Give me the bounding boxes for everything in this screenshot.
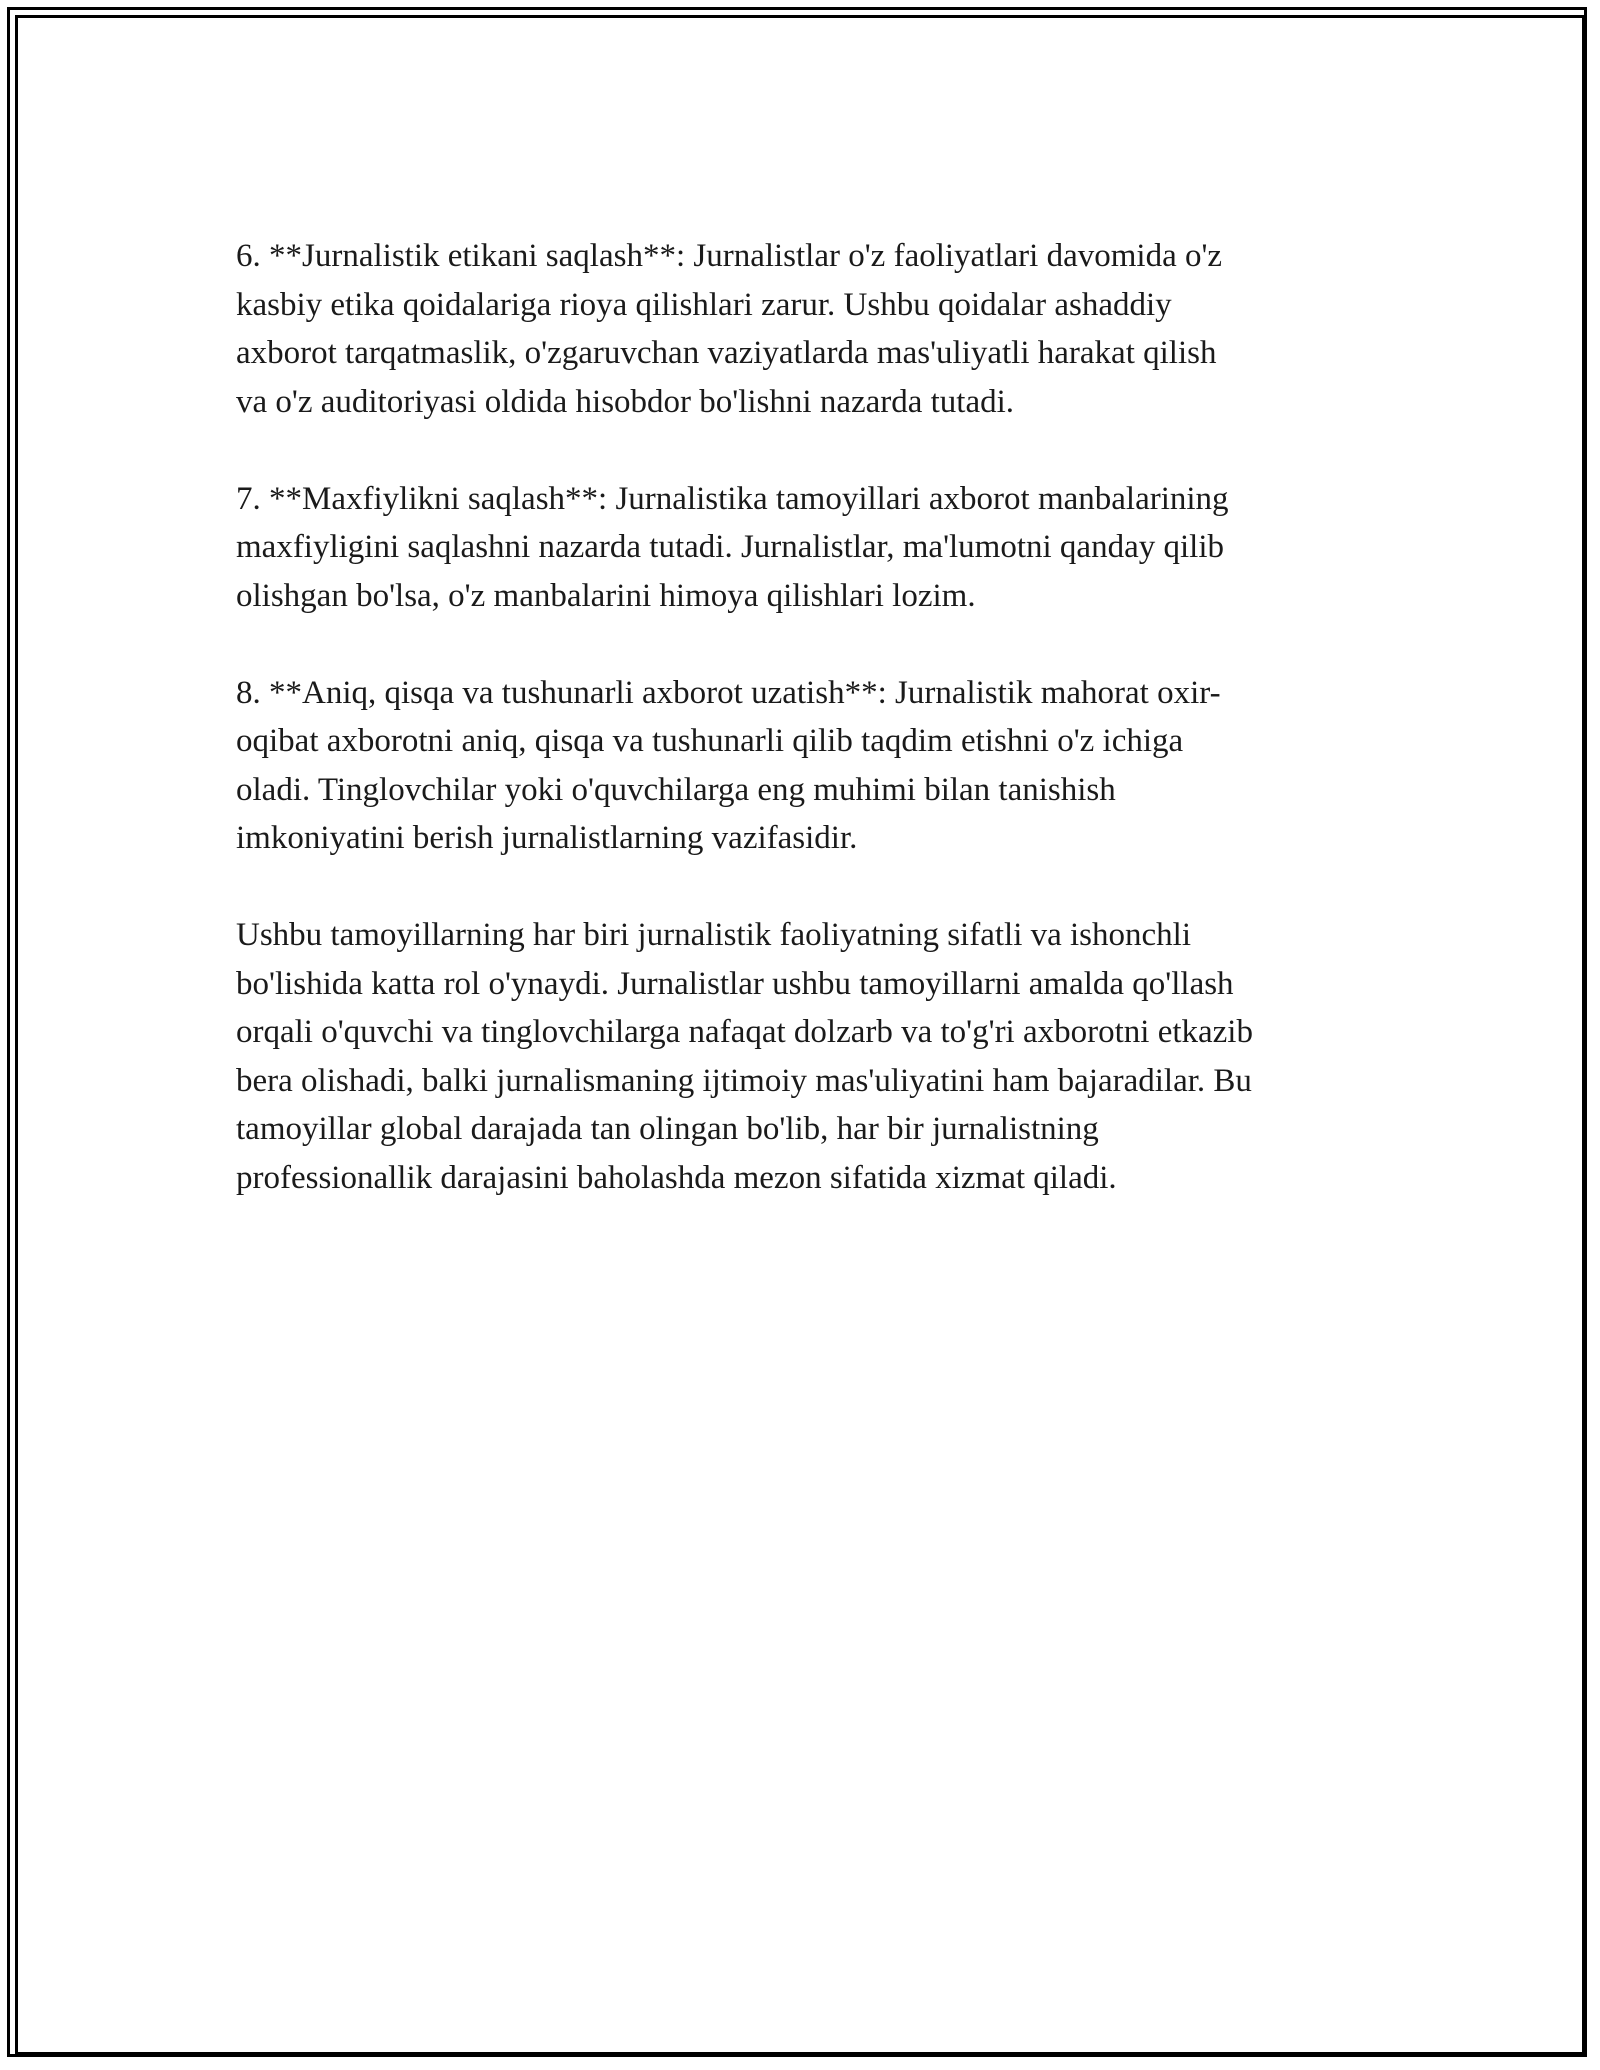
paragraph-conclusion bbox=[236, 911, 1366, 1202]
paragraph-item-7 bbox=[236, 475, 1366, 621]
text-line: 7. **Maxfiylikni saqlash**: Jurnalistika tamoyillari axborot manbalarining bbox=[236, 480, 1229, 517]
text-line: professionallik darajasini baholashda mezon sifatida xizmat qiladi. bbox=[236, 1159, 1117, 1196]
text-line: va o'z auditoriyasi oldida hisobdor bo'lishni nazarda tutadi. bbox=[236, 383, 1015, 420]
text-line: oladi. Tinglovchilar yoki o'quvchilarga eng muhimi bilan tanishish bbox=[236, 771, 1116, 808]
paragraph-item-6 bbox=[236, 232, 1366, 426]
text-line: maxfiyligini saqlashni nazarda tutadi. Jurnalistlar, ma'lumotni qanday qilib bbox=[236, 529, 1224, 565]
paragraph-item-8 bbox=[236, 669, 1366, 863]
document-body bbox=[236, 232, 1366, 1251]
text-line: Ushbu tamoyillarning har biri jurnalistik faoliyatning sifatli va ishonchli bbox=[236, 917, 1192, 953]
text-line: kasbiy etika qoidalariga rioya qilishlari zarur. Ushbu qoidalar ashaddiy bbox=[236, 286, 1172, 323]
text-line: bo'lishida katta rol o'ynaydi. Jurnalistlar ushbu tamoyillarni amalda qo'llash bbox=[236, 965, 1234, 1002]
text-line: tamoyillar global darajada tan olingan bo'lib, har bir jurnalistning bbox=[236, 1111, 1099, 1147]
text-line: imkoniyatini berish jurnalistlarning vazifasidir. bbox=[236, 820, 858, 856]
text-line: bera olishadi, balki jurnalismaning ijtimoiy mas'uliyatini ham bajaradilar. Bu bbox=[236, 1062, 1252, 1099]
text-line: olishgan bo'lsa, o'z manbalarini himoya qilishlari lozim. bbox=[236, 577, 976, 614]
text-line: axborot tarqatmaslik, o'zgaruvchan vaziyatlarda mas'uliyatli harakat qilish bbox=[236, 335, 1217, 371]
text-line: 6. **Jurnalistik etikani saqlash**: Jurnalistlar o'z faoliyatlari davomida o'z bbox=[236, 238, 1223, 274]
text-line: oqibat axborotni aniq, qisqa va tushunarli qilib taqdim etishni o'z ichiga bbox=[236, 723, 1184, 759]
text-line: orqali o'quvchi va tinglovchilarga nafaqat dolzarb va to'g'ri axborotni etkazib bbox=[236, 1014, 1253, 1050]
text-line: 8. **Aniq, qisqa va tushunarli axborot uzatish**: Jurnalistik mahorat oxir- bbox=[236, 674, 1221, 711]
